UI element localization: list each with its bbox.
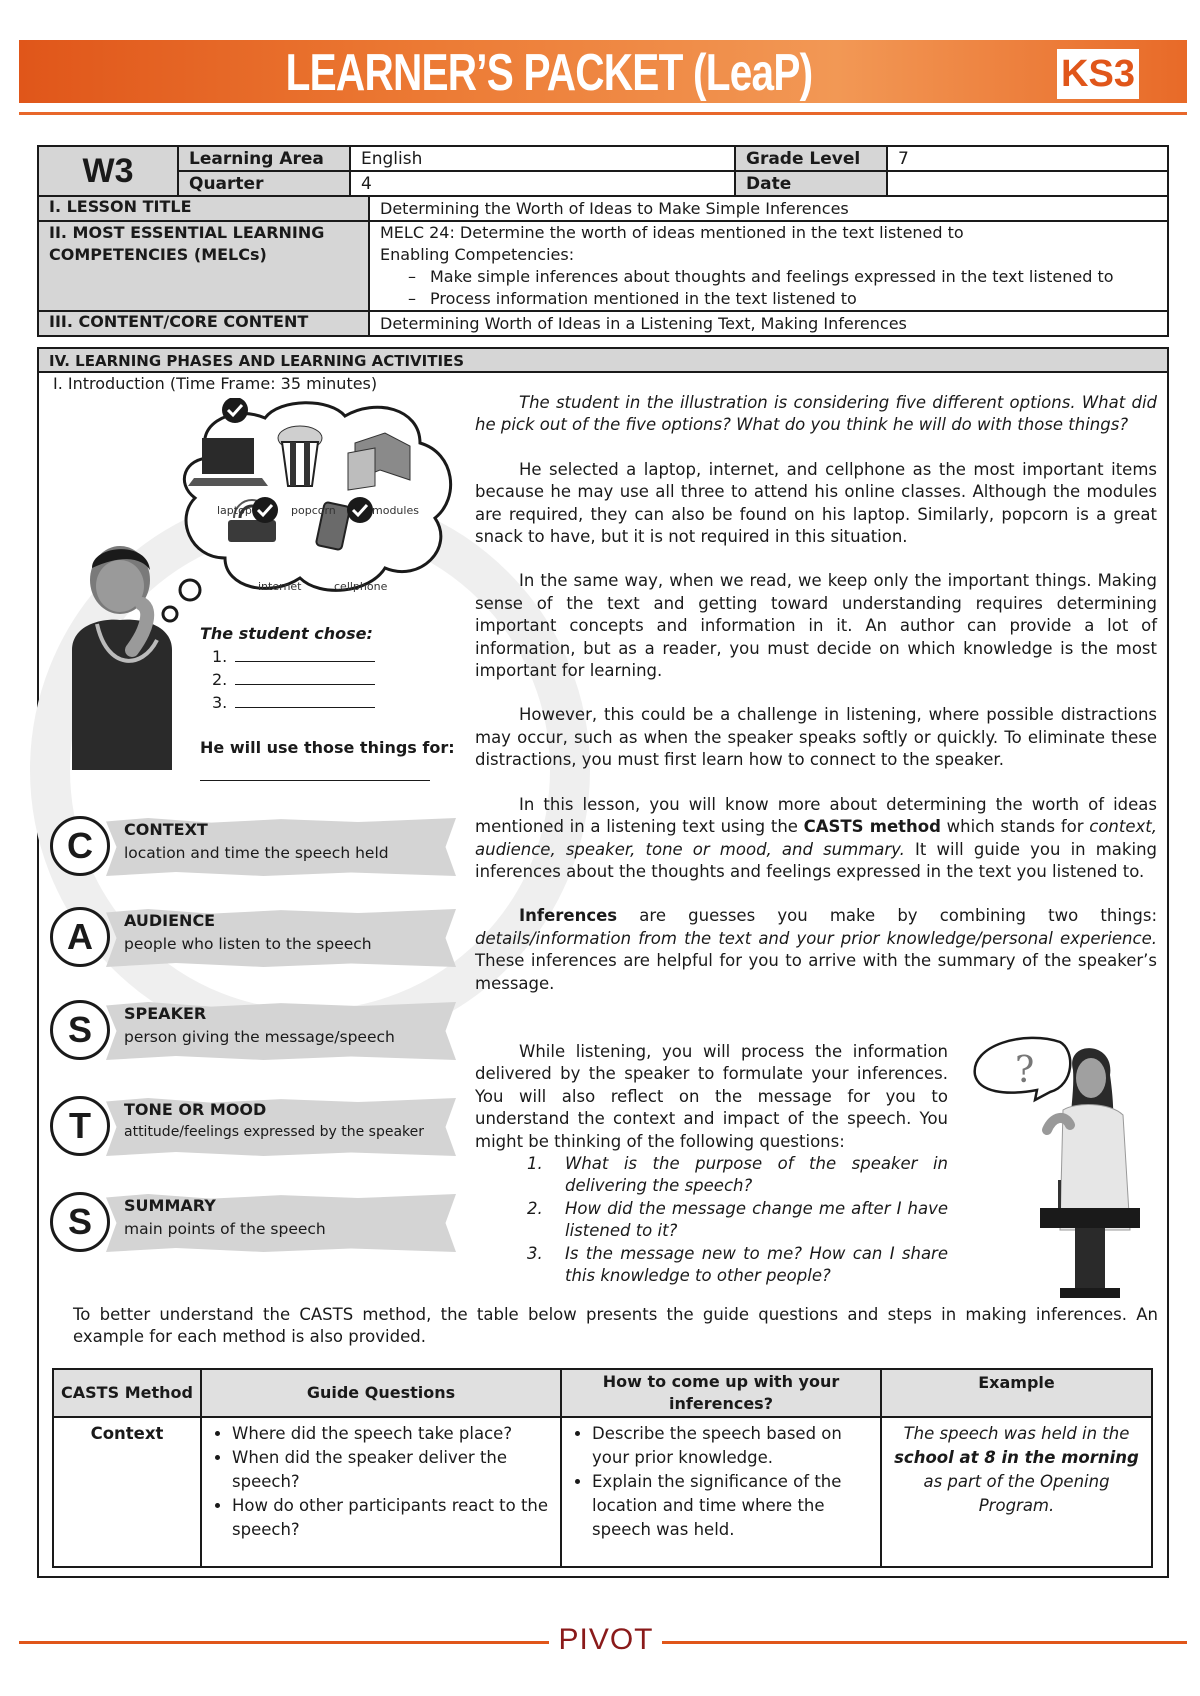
thought-cloud <box>170 398 460 598</box>
paragraph: He selected a laptop, internet, and cellphone as the most important items because he may use all three to attend his online classes. Although the modules are required, they can also be found on his laptop. Similarly, popcorn is a great snack to have, but it is not required in this situation. <box>475 459 1157 547</box>
casts-letter: C <box>50 816 110 876</box>
enabling-label: Enabling Competencies: <box>380 245 575 264</box>
melc-cell <box>369 221 1168 311</box>
casts-header: Example <box>881 1369 1152 1417</box>
student-illustration <box>62 540 182 770</box>
quarter-value: 4 <box>350 171 735 196</box>
learning-area-label: Learning Area <box>178 146 350 171</box>
item-label: modules <box>372 504 419 517</box>
paragraph: While listening, you will process the information delivered by the speaker to formulate your inferences. You will also reflect on the message for you to understand the context and impact of the speech. You might be thinking of the following questions: <box>475 1042 948 1151</box>
check-icon <box>347 497 373 523</box>
casts-speaker <box>50 994 450 1064</box>
footer-rule-left <box>19 1641 549 1644</box>
header-banner <box>19 40 1187 107</box>
paragraph: However, this could be a challenge in listening, where possible distractions may occur, such as when the speaker speaks softly or quickly. To eliminate these distractions, you must first learn how to connect to the speaker. <box>475 705 1157 770</box>
item-label: laptop <box>217 504 252 517</box>
listening-text <box>475 1041 948 1287</box>
casts-context <box>50 810 450 880</box>
paragraph: In the same way, when we read, we keep only the important things. Making sense of the text and getting toward understanding requires determining important concepts and information in it. An author can provide a lot of information, but as a reader, you must decide on which knowledge is the most important for learning. <box>475 571 1157 681</box>
casts-description: attitude/feelings expressed by the speaker <box>124 1124 425 1140</box>
casts-description: location and time the speech held <box>124 844 389 862</box>
casts-heading: TONE OR MOOD <box>124 1100 267 1119</box>
casts-method-cell: Context <box>53 1417 201 1567</box>
week-label: W3 <box>38 146 178 196</box>
casts-letter: A <box>50 907 110 967</box>
casts-table <box>52 1368 1153 1568</box>
casts-summary <box>50 1186 450 1256</box>
question-list <box>475 1153 948 1287</box>
casts-description: main points of the speech <box>124 1220 326 1238</box>
casts-heading: AUDIENCE <box>124 911 216 930</box>
question-item: 2. How did the message change me after I have listened to it? <box>527 1198 948 1241</box>
chose-number: 2. <box>212 670 228 689</box>
casts-header: How to come up with your inferences? <box>561 1369 881 1417</box>
example-cell: The speech was held in the school at 8 in the morning as part of the Opening Program. <box>881 1417 1152 1567</box>
guide-questions-cell <box>201 1417 561 1567</box>
answer-blank[interactable] <box>235 661 375 662</box>
paragraph: In this lesson, you will know more about determining the worth of ideas mentioned in a listening text using the CASTS method which stands for context, audience, speaker, tone or mood, and summary. It will guide you in making inferences about the thoughts and feelings expressed in the text you listened to. <box>475 794 1157 881</box>
guide-question: • When did the speaker deliver the speech? <box>232 1446 552 1494</box>
question-item: 3. Is the message new to me? How can I share this knowledge to other people? <box>527 1243 948 1286</box>
enabling-list <box>380 266 1157 310</box>
will-use-blank[interactable] <box>200 780 430 781</box>
casts-letter: T <box>50 1096 110 1156</box>
date-label: Date <box>735 171 887 196</box>
inferences-term: Inferences <box>519 906 618 926</box>
chose-number: 3. <box>212 693 228 712</box>
ks3-badge: KS3 <box>1057 49 1139 99</box>
casts-heading: CONTEXT <box>124 820 208 839</box>
chose-title: The student chose: <box>200 624 373 643</box>
introduction-heading: I. Introduction (Time Frame: 35 minutes) <box>53 374 378 393</box>
lesson-text <box>475 392 1157 995</box>
grade-level-value: 7 <box>887 146 1168 171</box>
table-intro: To better understand the CASTS method, the table below presents the guide questions and steps in making inferences. An example for each method is also provided. <box>73 1305 1158 1346</box>
content-value: Determining Worth of Ideas in a Listening Text, Making Inferences <box>369 311 1168 336</box>
check-icon <box>252 497 278 523</box>
item-label: internet <box>258 580 302 593</box>
casts-description: people who listen to the speech <box>124 935 372 953</box>
pivot-logo: PIVOT <box>558 1623 654 1656</box>
guide-question: • How do other participants react to the speech? <box>232 1494 552 1542</box>
grade-level-label: Grade Level <box>735 146 887 171</box>
casts-heading: SPEAKER <box>124 1004 207 1023</box>
question-item: 1. What is the purpose of the speaker in delivering the speech? <box>527 1154 948 1196</box>
footer-rule-right <box>662 1641 1187 1644</box>
lesson-info-table <box>37 145 1169 337</box>
casts-heading: SUMMARY <box>124 1196 216 1215</box>
answer-blank[interactable] <box>235 707 375 708</box>
packet-title: LEARNER’S PACKET (LeaP) <box>285 44 813 102</box>
check-icon <box>222 398 248 423</box>
quarter-label: Quarter <box>178 171 350 196</box>
casts-letter: S <box>50 1000 110 1060</box>
content-label: III. CONTENT/CORE CONTENT <box>38 311 369 336</box>
item-label: cellphone <box>334 580 388 593</box>
casts-audience <box>50 901 450 971</box>
casts-letter: S <box>50 1192 110 1252</box>
casts-description: person giving the message/speech <box>124 1028 395 1046</box>
date-value <box>887 171 1168 196</box>
paragraph: Inferences are guesses you make by combining two things: details/information from the text and your prior knowledge/personal experience. These inferences are helpful for you to arrive with the summary of the speaker’s message. <box>475 906 1157 993</box>
will-use-label: He will use those things for: <box>200 738 455 757</box>
melc-label: II. MOST ESSENTIAL LEARNING COMPETENCIES (MELCs) <box>38 221 369 311</box>
inference-steps-cell <box>561 1417 881 1567</box>
casts-header: CASTS Method <box>53 1369 201 1417</box>
paragraph: The student in the illustration is considering five different options. What did he pick out of the five options? What do you think he will do with those things? <box>475 393 1157 435</box>
casts-header: Guide Questions <box>201 1369 561 1417</box>
inference-step: • Describe the speech based on your prior knowledge. <box>592 1422 872 1470</box>
example-highlight: school at 8 in the morning <box>894 1448 1139 1467</box>
chose-number: 1. <box>212 647 228 666</box>
header-rule <box>19 112 1187 115</box>
item-label: popcorn <box>291 504 336 517</box>
inference-step: • Explain the significance of the location and time where the speech was held. <box>592 1470 872 1542</box>
svg-text:?: ? <box>1015 1050 1035 1091</box>
answer-blank[interactable] <box>235 684 375 685</box>
learning-area-value: English <box>350 146 735 171</box>
guide-question: • Where did the speech take place? <box>232 1422 552 1446</box>
student-chose-block <box>200 624 375 714</box>
casts-method-term: CASTS method <box>803 817 941 837</box>
casts-tone <box>50 1090 450 1160</box>
speaker-illustration <box>965 1030 1145 1300</box>
melc-main: MELC 24: Determine the worth of ideas mentioned in the text listened to <box>380 223 964 242</box>
enabling-item: – Process information mentioned in the text listened to <box>408 288 1157 310</box>
enabling-item: – Make simple inferences about thoughts and feelings expressed in the text listened to <box>408 266 1157 288</box>
lesson-title-label: I. LESSON TITLE <box>38 196 369 221</box>
phases-bar: IV. LEARNING PHASES AND LEARNING ACTIVITIES <box>39 349 1167 373</box>
lesson-title-value: Determining the Worth of Ideas to Make Simple Inferences <box>369 196 1168 221</box>
